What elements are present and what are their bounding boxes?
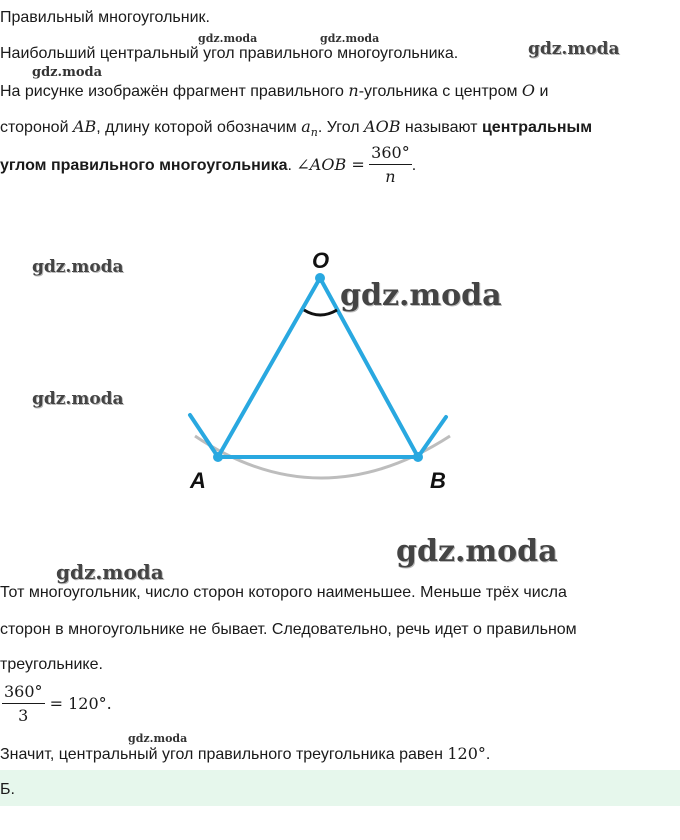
bold-term: центральным [481,119,593,136]
intro-text: -угольника с центром [358,83,522,100]
vertex-b [413,452,423,462]
intro-line-2 [0,116,592,144]
conclusion-value: 120° [447,744,486,763]
math-an [301,117,318,140]
solution-line-1: Тот многоугольник, число сторон которого наименьшее. Меньше трёх числа [0,584,567,601]
watermark: gdz.moda [198,32,258,45]
side-oa [218,278,320,457]
conclusion [0,743,490,766]
watermark: gdz.moda [396,534,558,569]
math-n: n [348,81,359,100]
calc-denominator: 3 [18,706,29,726]
watermark: gdz.moda [320,32,380,45]
intro-text: и [535,83,549,100]
question-text: Наибольший центральный угол правильного многоугольника. [0,45,459,62]
edge-right-ext [418,417,446,457]
intro-line-1 [0,80,548,103]
intro-text: называют [400,119,482,136]
conclusion-end: . [485,746,491,763]
page-title: Правильный многоугольник. [0,9,210,26]
fraction [369,142,412,189]
math-ab: AB [72,117,97,136]
watermark: gdz.moda [32,389,124,409]
calc-numerator: 360° [2,681,45,704]
intro-text: . Угол [317,119,365,136]
answer-label: Б. [0,781,15,798]
fraction-denominator: n [385,167,396,187]
watermark: gdz.moda [340,278,502,313]
math-aob: AOB [364,117,401,136]
conclusion-text: Значит, центральный угол правильного треугольника равен [0,746,448,763]
intro-line-3 [0,141,416,190]
angle-arc [304,310,337,315]
math-o: O [521,81,536,100]
watermark: gdz.moda [32,65,103,80]
label-a: A [190,468,206,493]
edge-left-ext [190,415,218,457]
intro-text: . [287,157,297,174]
watermark: gdz.moda [128,732,188,745]
solution-line-3: треугольнике. [0,656,103,673]
solution-line-2: сторон в многоугольнике не бывает. Следовательно, речь идет о правильном [0,621,577,638]
vertex-a [213,452,223,462]
intro-text: стороной [0,119,73,136]
intro-text: . [411,157,417,174]
intro-text: , длину которой обозначим [96,119,302,136]
math-a: a [301,117,311,136]
fraction-numerator: 360° [369,142,412,165]
answer-bar [0,770,680,806]
bold-term: углом правильного многоугольника [0,157,288,174]
intro-text: На рисунке изображён фрагмент правильного [0,83,349,100]
calculation [2,679,112,730]
angle-formula: ∠AOB = [296,155,365,174]
math-sub-n: n [310,126,318,140]
vertex-o [315,273,325,283]
watermark: gdz.moda [32,257,124,277]
watermark: gdz.moda [56,560,164,584]
calc-result: = 120°. [44,694,112,713]
label-b: B [430,468,446,493]
watermark: gdz.moda [528,39,620,59]
calc-fraction [2,681,45,728]
label-o: O [312,248,330,273]
